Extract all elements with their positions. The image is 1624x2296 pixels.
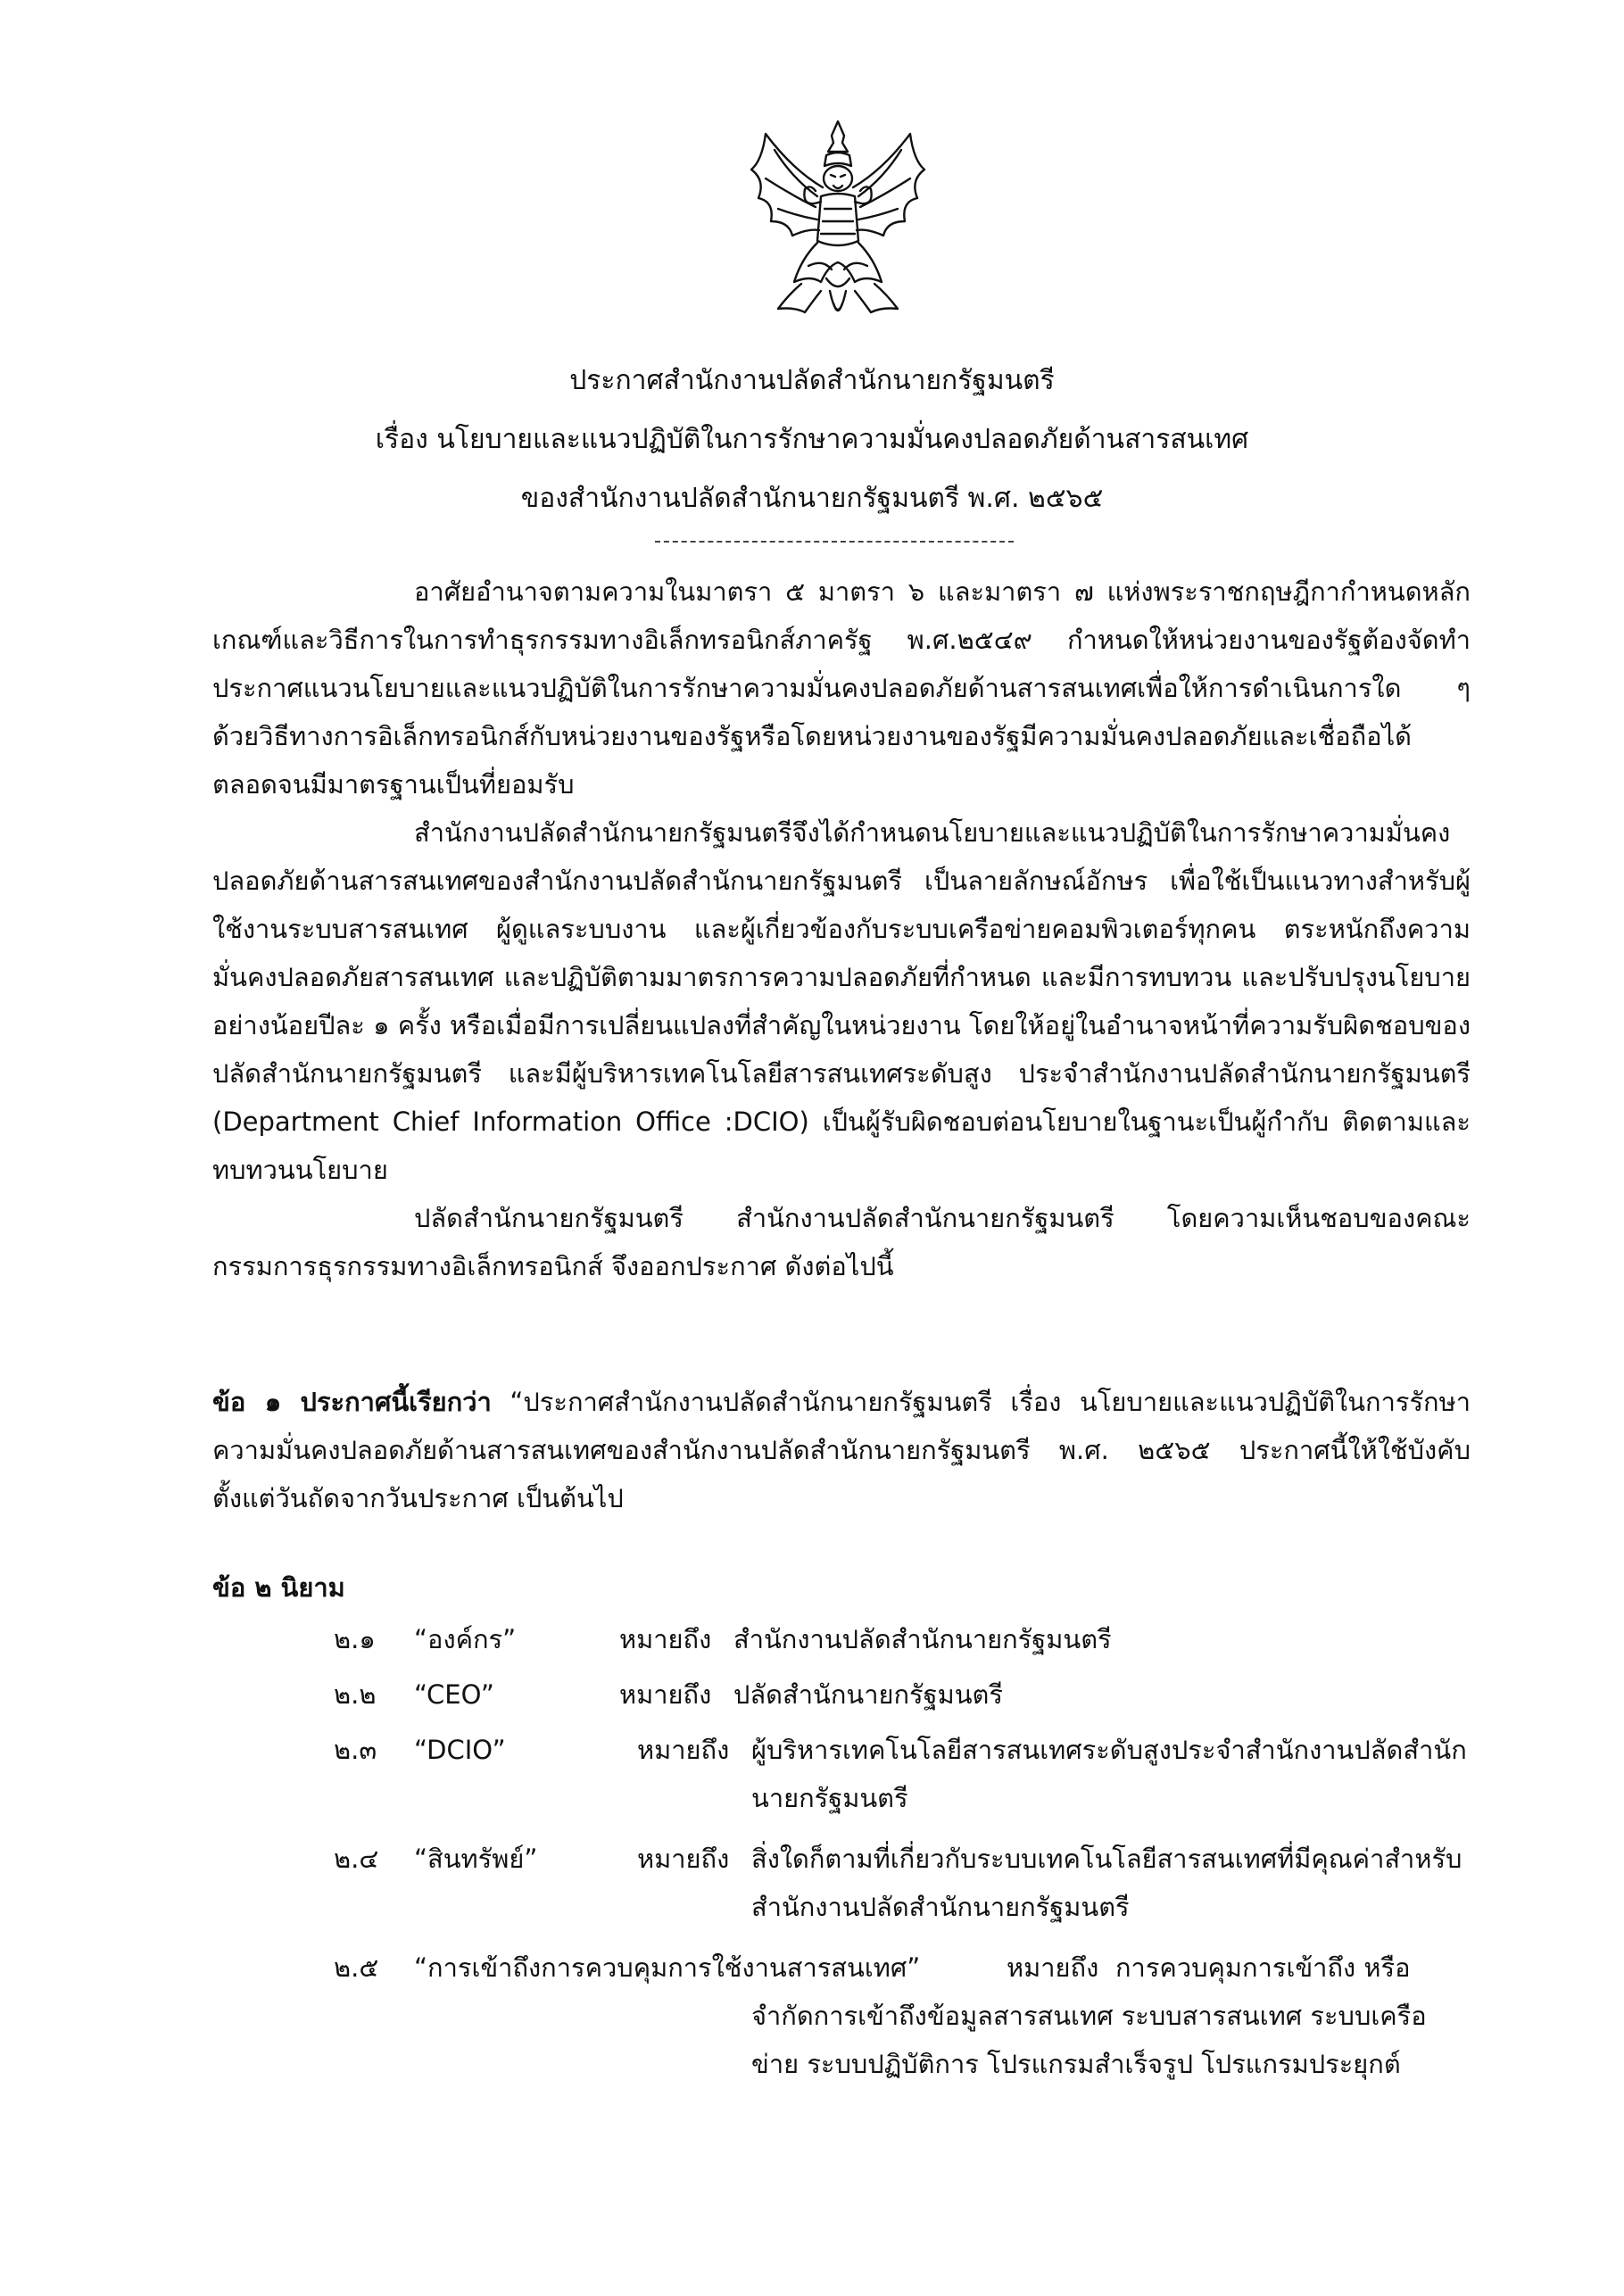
preamble-paragraph-3: ปลัดสำนักนายกรัฐมนตรี สำนักงานปลัดสำนักนายกรัฐมนตรี โดยความเห็นชอบของคณะกรรมการธุรกรรมทางอิเล็กทรอนิกส์ จึงออกประกาศ ดังต่อไปนี้ bbox=[212, 1203, 1471, 1281]
clause-2-heading: ข้อ ๒ นิยาม bbox=[212, 1572, 345, 1603]
definition-term: “การเข้าถึงการควบคุมการใช้งานสารสนเทศ” bbox=[414, 1952, 921, 1983]
preamble-paragraph-2: สำนักงานปลัดสำนักนายกรัฐมนตรีจึงได้กำหนดนโยบายและแนวปฏิบัติในการรักษาความมั่นคงปลอดภัยด้านสารสนเทศของสำนักงานปลัดสำนักนายกรัฐมนตรี เป็นลายลักษณ์อักษร เพื่อใช้เป็นแนวทางสำหรับผู้ใช้งานระบบสารสนเทศ ผู้ดูแลระบบงาน และผู้เกี่ยวข้องกับระบบเครือข่ายคอมพิวเตอร์ทุกคน ตระหนักถึงความมั่นคงปลอดภัยสารสนเทศ และปฏิบัติตามมาตรการความปลอดภัยที่กำหนด และมีการทบทวน และปรับปรุงนโยบายอย่างน้อยปีละ ๑ ครั้ง หรือเมื่อมีการเปลี่ยนแปลงที่สำคัญในหน่วยงาน โดยให้อยู่ในอำนาจหน้าที่ความรับผิดชอบของปลัดสำนักนายกรัฐมนตรี และมีผู้บริหารเทคโนโลยีสารสนเทศระดับสูง ประจำสำนักงานปลัดสำนักนายกรัฐมนตรี (Department Chief Information Office :DCIO) เป็นผู้รับผิดชอบต่อนโยบายในฐานะเป็นผู้กำกับ ติดตามและทบทวนนโยบาย bbox=[212, 817, 1471, 1185]
definition-verb: หมายถึง bbox=[637, 1844, 730, 1874]
definition-number: ๒.๑ bbox=[334, 1624, 376, 1654]
definition-meaning: สำนักงานปลัดสำนักนายกรัฐมนตรี bbox=[733, 1624, 1112, 1654]
definition-number: ๒.๕ bbox=[334, 1952, 379, 1983]
definition-verb: หมายถึง bbox=[637, 1735, 730, 1765]
definition-meaning: สิ่งใดก็ตามที่เกี่ยวกับระบบเทคโนโลยีสารสนเทศที่มีคุณค่าสำหรับสำนักงานปลัดสำนักนายกรัฐมนตรี bbox=[751, 1844, 1462, 1922]
definition-number: ๒.๔ bbox=[334, 1844, 379, 1874]
clause-1-text: “ประกาศสำนักงานปลัดสำนักนายกรัฐมนตรี เรื่อง นโยบายและแนวปฏิบัติในการรักษาความมั่นคงปลอดภัยด้านสารสนเทศของสำนักงานปลัดสำนักนายกรัฐมนตรี พ.ศ. ๒๕๖๕ ประกาศนี้ให้ใช้บังคับตั้งแต่วันถัดจากวันประกาศ เป็นต้นไป bbox=[212, 1387, 1471, 1513]
title-line-1: ประกาศสำนักงานปลัดสำนักนายกรัฐมนตรี bbox=[569, 365, 1055, 396]
definition-term: “DCIO” bbox=[414, 1735, 506, 1765]
title-line-2: เรื่อง นโยบายและแนวปฏิบัติในการรักษาความมั่นคงปลอดภัยด้านสารสนเทศ bbox=[375, 424, 1249, 455]
definition-verb: หมายถึง bbox=[619, 1679, 712, 1710]
definition-meaning: ผู้บริหารเทคโนโลยีสารสนเทศระดับสูงประจำสำนักงานปลัดสำนักนายกรัฐมนตรี bbox=[751, 1735, 1467, 1813]
definition-verb: หมายถึง bbox=[1007, 1952, 1099, 1983]
definition-meaning: การควบคุมการเข้าถึง หรือจำกัดการเข้าถึงข้อมูลสารสนเทศ ระบบสารสนเทศ ระบบเครือข่าย ระบบปฏิบัติการ โปรแกรมสำเร็จรูป โปรแกรมประยุกต์ bbox=[751, 1952, 1427, 2079]
clause-1 bbox=[212, 1378, 1471, 1522]
garuda-emblem-icon bbox=[739, 116, 937, 335]
clause-1-heading: ข้อ ๑ ประกาศนี้เรียกว่า bbox=[212, 1387, 492, 1417]
definition-verb: หมายถึง bbox=[619, 1624, 712, 1654]
definition-number: ๒.๓ bbox=[334, 1735, 377, 1765]
definition-term: “CEO” bbox=[414, 1679, 494, 1710]
title-divider bbox=[655, 541, 1014, 543]
definition-term: “องค์กร” bbox=[414, 1624, 517, 1654]
definition-number: ๒.๒ bbox=[334, 1679, 377, 1710]
definition-meaning: ปลัดสำนักนายกรัฐมนตรี bbox=[733, 1679, 1003, 1710]
preamble bbox=[212, 568, 1471, 1290]
title-line-3: ของสำนักงานปลัดสำนักนายกรัฐมนตรี พ.ศ. ๒๕๖๕ bbox=[520, 483, 1104, 514]
preamble-paragraph-1: อาศัยอำนาจตามความในมาตรา ๕ มาตรา ๖ และมาตรา ๗ แห่งพระราชกฤษฎีกากำหนดหลักเกณฑ์และวิธีการในการทำธุรกรรมทางอิเล็กทรอนิกส์ภาครัฐ พ.ศ.๒๕๔๙ กำหนดให้หน่วยงานของรัฐต้องจัดทำประกาศแนวนโยบายและแนวปฏิบัติในการรักษาความมั่นคงปลอดภัยด้านสารสนเทศเพื่อให้การดำเนินการใด ๆ ด้วยวิธีทางการอิเล็กทรอนิกส์กับหน่วยงานของรัฐหรือโดยหน่วยงานของรัฐมีความมั่นคงปลอดภัยและเชื่อถือได้ ตลอดจนมีมาตรฐานเป็นที่ยอมรับ bbox=[212, 576, 1471, 800]
definition-term: “สินทรัพย์” bbox=[414, 1844, 538, 1874]
